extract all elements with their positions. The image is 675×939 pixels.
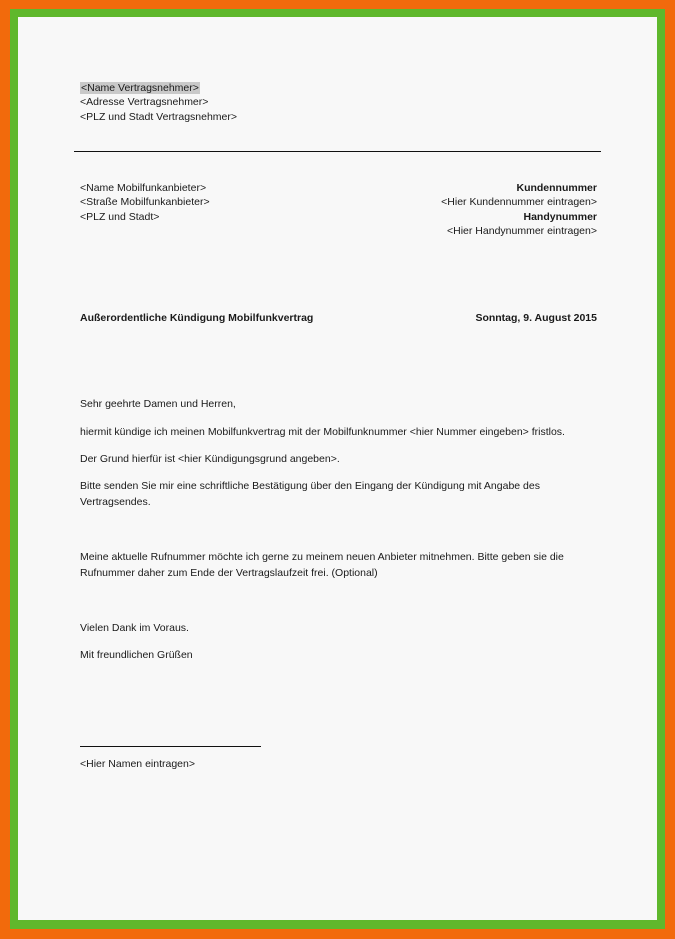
body-paragraph-4-line-2: Rufnummer daher zum Ende der Vertragslaufzeit frei. (Optional) — [80, 567, 378, 579]
customer-number-label: Kundennummer — [516, 182, 597, 194]
header-divider — [74, 151, 601, 152]
sender-address: <Adresse Vertragsnehmer> — [80, 96, 209, 108]
sender-name-highlight: <Name Vertragsnehmer> — [81, 82, 199, 94]
phone-number-label: Handynummer — [523, 211, 597, 223]
sender-name — [80, 81, 200, 95]
body-paragraph-1: hiermit kündige ich meinen Mobilfunkvertrag mit der Mobilfunknummer <hier Nummer eingeben> fristlos. — [80, 426, 565, 438]
body-paragraph-3-line-2: Vertragsendes. — [80, 496, 151, 508]
body-paragraph-2: Der Grund hierfür ist <hier Kündigungsgrund angeben>. — [80, 453, 340, 465]
recipient-city: <PLZ und Stadt> — [80, 211, 160, 223]
signature-name: <Hier Namen eintragen> — [80, 758, 195, 770]
customer-number-value: <Hier Kundennummer eintragen> — [441, 196, 597, 208]
body-paragraph-3-line-1: Bitte senden Sie mir eine schriftliche Bestätigung über den Eingang der Kündigung mit Angabe des — [80, 480, 540, 492]
recipient-name: <Name Mobilfunkanbieter> — [80, 182, 207, 194]
letter-date: Sonntag, 9. August 2015 — [475, 312, 597, 324]
phone-number-value: <Hier Handynummer eintragen> — [447, 225, 597, 237]
signature-line — [80, 746, 261, 747]
body-paragraph-4-line-1: Meine aktuelle Rufnummer möchte ich gerne zu meinem neuen Anbieter mitnehmen. Bitte geben sie die — [80, 551, 564, 563]
subject-line: Außerordentliche Kündigung Mobilfunkvertrag — [80, 312, 314, 324]
salutation: Sehr geehrte Damen und Herren, — [80, 398, 236, 410]
recipient-street: <Straße Mobilfunkanbieter> — [80, 196, 210, 208]
sender-city: <PLZ und Stadt Vertragsnehmer> — [80, 111, 238, 123]
letter-page — [18, 17, 657, 920]
thanks-line: Vielen Dank im Voraus. — [80, 622, 189, 634]
closing-line: Mit freundlichen Grüßen — [80, 649, 193, 661]
